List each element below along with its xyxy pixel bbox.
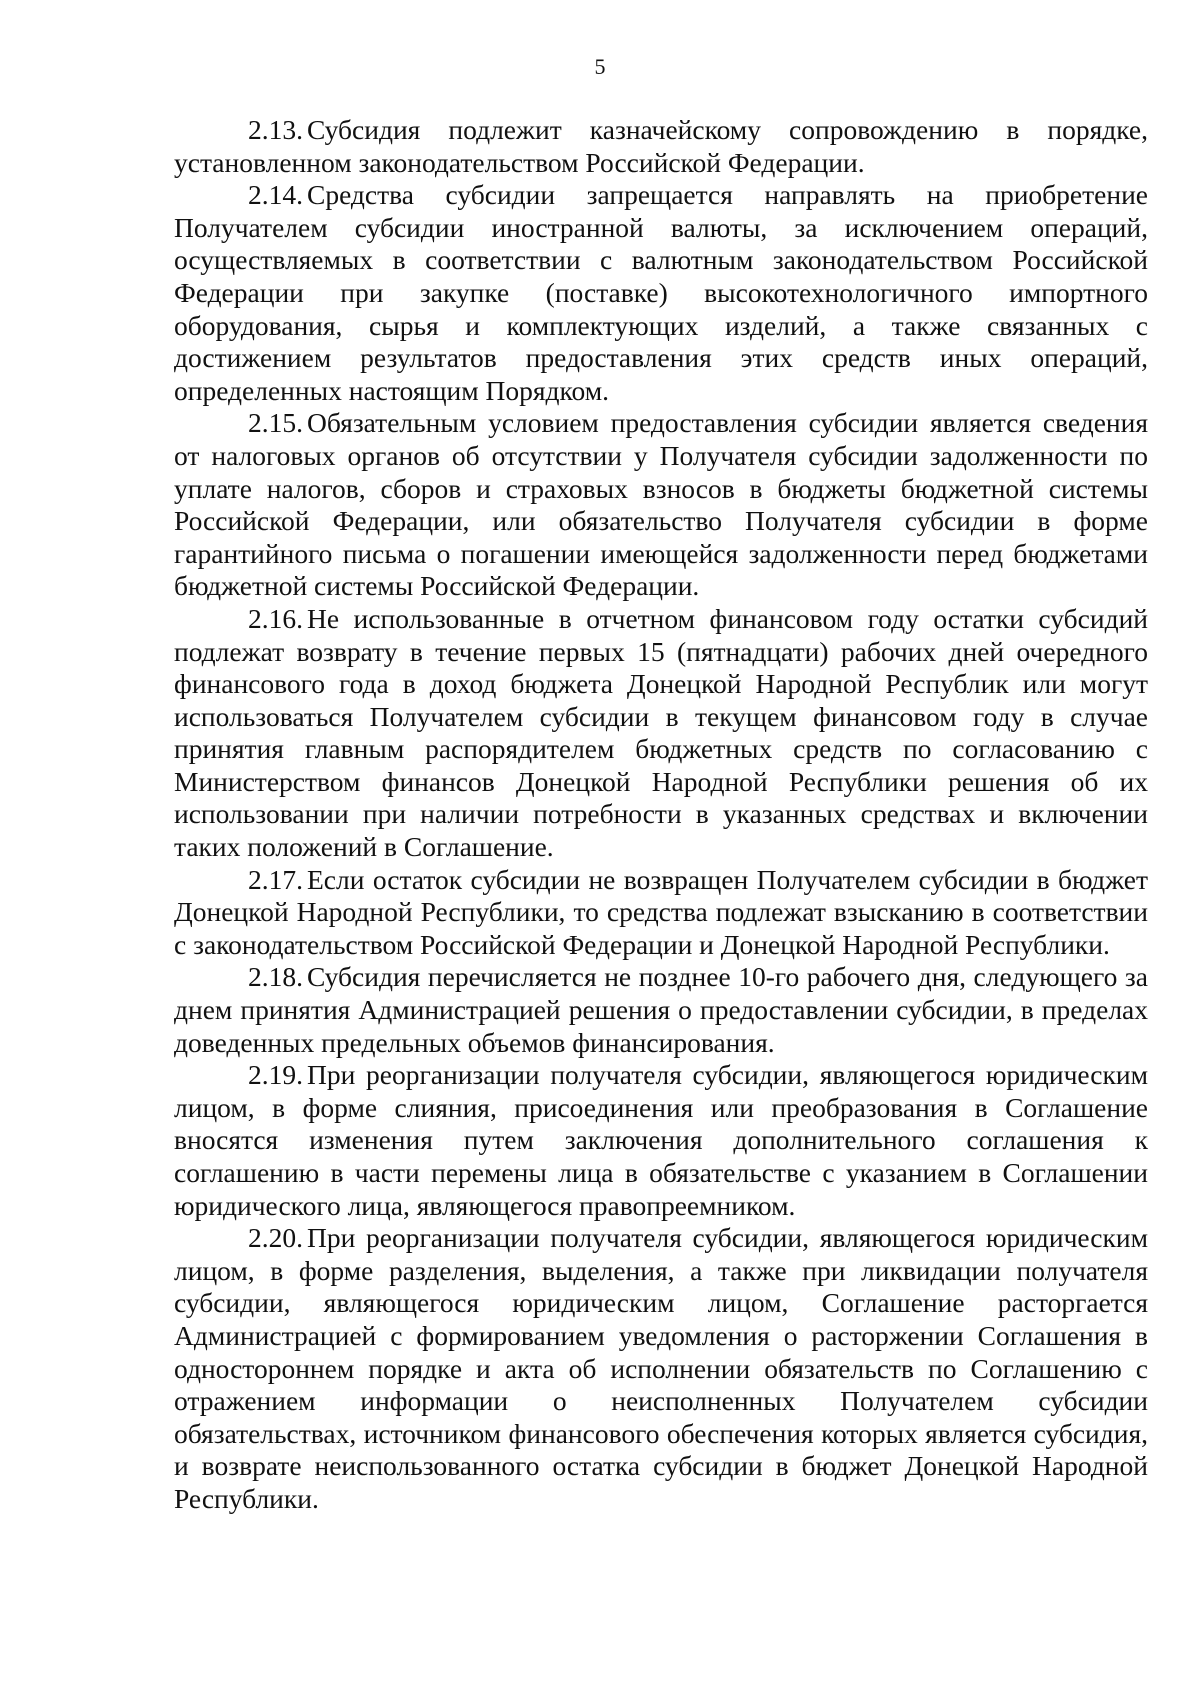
document-body xyxy=(174,114,1148,1516)
paragraph-text: Если остаток субсидии не возвращен Получателем субсидии в бюджет Донецкой Народной Республики, то средства подлежат взысканию в соответствии с законодательством Российской Федерации и Донецкой Народной Республики. xyxy=(174,863,1148,960)
paragraph-number: 2.17. xyxy=(248,863,303,895)
paragraph-text: Средства субсидии запрещается направлять на приобретение Получателем субсидии иностранной валюты, за исключением операций, осуществляемых в соответствии с валютным законодательством Российской Федерации при закупке (поставке) высокотехнологичного импортного оборудования, сырья и комплектующих изделий, а также связанных с достижением результатов предоставления этих средств иных операций, определенных настоящим Порядком. xyxy=(174,179,1148,406)
paragraph-number: 2.19. xyxy=(248,1059,303,1091)
paragraph-text: При реорганизации получателя субсидии, являющегося юридическим лицом, в форме слияния, присоединения или преобразования в Соглашение вносятся изменения путем заключения дополнительного соглашения к соглашению в части перемены лица в обязательстве с указанием в Соглашении юридического лица, являющегося правопреемником. xyxy=(174,1059,1148,1221)
paragraph-text: Обязательным условием предоставления субсидии является сведения от налоговых органов об отсутствии у Получателя субсидии задолженности по уплате налогов, сборов и страховых взносов в бюджеты бюджетной системы Российской Федерации, или обязательство Получателя субсидии в форме гарантийного письма о погашении имеющейся задолженности перед бюджетами бюджетной системы Российской Федерации. xyxy=(174,407,1148,602)
paragraph-2-20 xyxy=(174,1222,1148,1515)
paragraph-number: 2.16. xyxy=(248,602,303,634)
paragraph-number: 2.18. xyxy=(248,961,303,993)
paragraph-2-13 xyxy=(174,114,1148,179)
paragraph-number: 2.13. xyxy=(248,114,303,145)
page-number: 5 xyxy=(594,54,606,79)
paragraph-2-17 xyxy=(174,864,1148,962)
paragraph-2-15 xyxy=(174,407,1148,603)
paragraph-2-19 xyxy=(174,1059,1148,1222)
paragraph-number: 2.14. xyxy=(248,179,303,211)
paragraph-number: 2.20. xyxy=(248,1222,303,1254)
paragraph-text: Субсидия подлежит казначейскому сопровождению в порядке, установленном законодательством Российской Федерации. xyxy=(174,114,1148,178)
paragraph-text: Не использованные в отчетном финансовом году остатки субсидий подлежат возврату в течение первых 15 (пятнадцати) рабочих дней очередного финансового года в доход бюджета Донецкой Народной Республик или могут использоваться Получателем субсидии в текущем финансовом году в случае принятия главным распорядителем бюджетных средств по согласованию с Министерством финансов Донецкой Народной Республики решения об их использовании при наличии потребности в указанных средствах и включении таких положений в Соглашение. xyxy=(174,602,1148,863)
paragraph-text: При реорганизации получателя субсидии, являющегося юридическим лицом, в форме разделения, выделения, а также при ликвидации получателя субсидии, являющегося юридическим лицом, Соглашение расторгается Администрацией с формированием уведомления о расторжении Соглашения в одностороннем порядке и акта об исполнении обязательств по Соглашению с отражением информации о неисполненных Получателем субсидии обязательствах, источником финансового обеспечения которых является субсидия, и возврате неиспользованного остатка субсидии в бюджет Донецкой Народной Республики. xyxy=(174,1222,1148,1514)
paragraph-2-16 xyxy=(174,603,1148,864)
paragraph-number: 2.15. xyxy=(248,407,303,439)
paragraph-text: Субсидия перечисляется не позднее 10-го рабочего дня, следующего за днем принятия Администрацией решения о предоставлении субсидии, в пределах доведенных предельных объемов финансирования. xyxy=(174,961,1148,1058)
paragraph-2-18 xyxy=(174,961,1148,1059)
paragraph-2-14 xyxy=(174,179,1148,407)
